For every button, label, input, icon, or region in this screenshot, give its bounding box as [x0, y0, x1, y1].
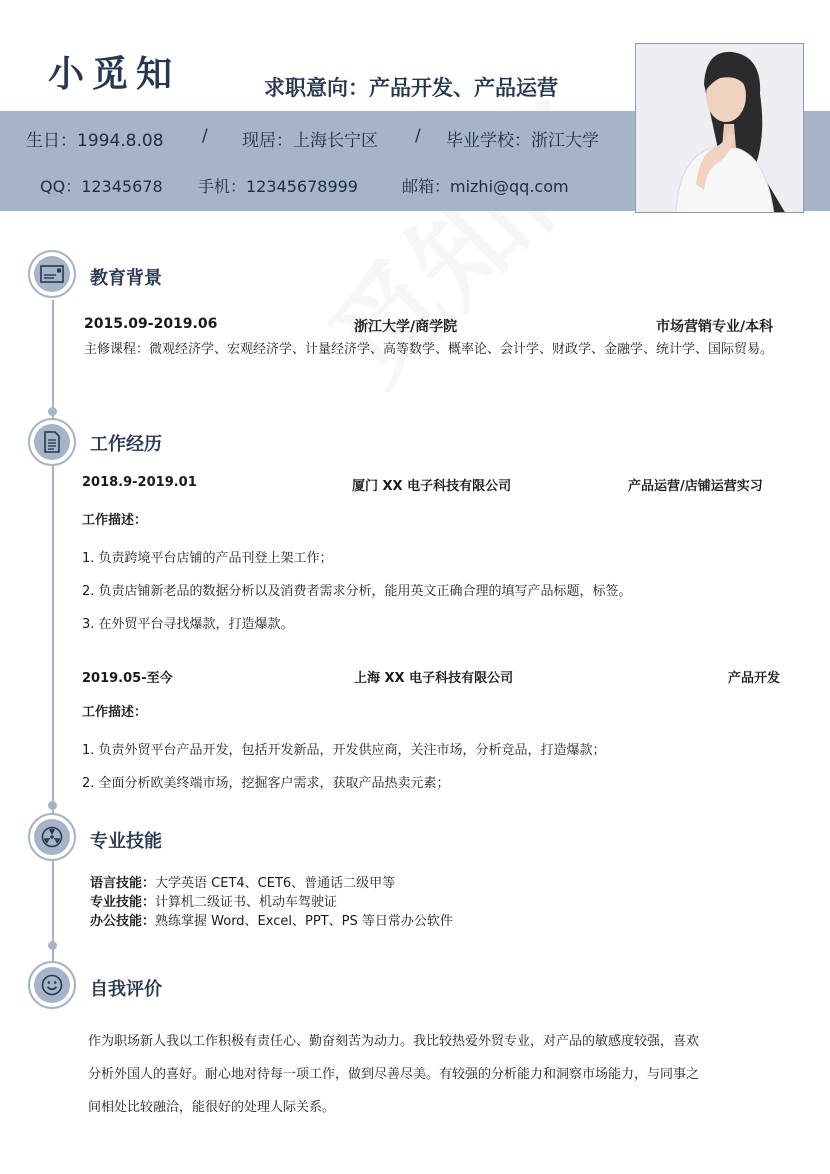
- skill-label: 专业技能：: [90, 895, 156, 910]
- timeline-dot: [48, 941, 57, 950]
- skill-item: [90, 891, 337, 910]
- skills-section-icon: [28, 813, 76, 861]
- envelope-icon: [40, 265, 64, 283]
- profile-photo: [635, 43, 804, 213]
- work-title: 工作经历: [90, 434, 162, 455]
- education-period: 2015.09-2019.06: [84, 316, 218, 332]
- work-section-icon: [28, 418, 76, 466]
- job-desc-item: 2. 负责店铺新老品的数据分析以及消费者需求分析，能用英文正确合理的填写产品标题，标签。: [82, 584, 632, 599]
- job-intent: 求职意向：产品开发、产品运营: [264, 76, 558, 100]
- job-desc-item: 1. 负责外贸平台产品开发，包括开发新品，开发供应商，关注市场，分析竞品，打造爆款；: [82, 743, 606, 758]
- job-company: 厦门 XX 电子科技有限公司: [352, 479, 512, 494]
- self-line: 间相处比较融洽，能很好的处理人际关系。: [88, 1100, 336, 1115]
- skill-label: 办公技能：: [90, 914, 156, 929]
- job-desc-label: 工作描述：: [82, 513, 148, 528]
- skill-value: 计算机二级证书、机动车驾驶证: [155, 895, 338, 910]
- job-desc-item: 3. 在外贸平台寻找爆款，打造爆款。: [82, 617, 294, 632]
- birthday: 生日：1994.8.08: [26, 131, 164, 151]
- skills-title: 专业技能: [90, 831, 162, 852]
- skill-label: 语言技能：: [90, 876, 156, 891]
- separator: /: [415, 126, 421, 146]
- education-courses: 主修课程：微观经济学、宏观经济学、计量经济学、高等数学、概率论、会计学、财政学、金融学、统计学、国际贸易。: [84, 342, 774, 357]
- residence: 现居：上海长宁区: [242, 131, 378, 151]
- document-icon: [43, 431, 61, 453]
- job-desc-item: 2. 全面分析欧美终端市场，挖掘客户需求，获取产品热卖元素；: [82, 776, 450, 791]
- skill-value: 大学英语 CET4、CET6、普通话二级甲等: [155, 876, 396, 891]
- email: 邮箱：mizhi@qq.com: [402, 177, 569, 196]
- education-school: 浙江大学/商学院: [354, 319, 458, 335]
- qq: QQ：12345678: [40, 177, 163, 196]
- skill-item: [90, 872, 395, 891]
- job-period: 2018.9-2019.01: [82, 475, 197, 490]
- smiley-icon: [41, 974, 63, 996]
- job-desc-item: 1. 负责跨境平台店铺的产品刊登上架工作；: [82, 551, 333, 566]
- timeline-line: [52, 300, 54, 990]
- separator: /: [202, 126, 208, 146]
- skill-item: [90, 910, 453, 929]
- skill-value: 熟练掌握 Word、Excel、PPT、PS 等日常办公软件: [155, 914, 453, 929]
- timeline-dot: [48, 801, 57, 810]
- school: 毕业学校：浙江大学: [446, 131, 599, 151]
- self-line: 分析外国人的喜好。耐心地对待每一项工作，做到尽善尽美。有较强的分析能力和洞察市场能力，与同事之: [88, 1067, 700, 1082]
- timeline-dot: [48, 407, 57, 416]
- education-major: 市场营销专业/本科: [656, 319, 774, 335]
- job-desc-label: 工作描述：: [82, 705, 148, 720]
- self-section-icon: [28, 961, 76, 1009]
- job-role: 产品开发: [728, 671, 781, 686]
- radiation-icon: [41, 826, 63, 848]
- job-company: 上海 XX 电子科技有限公司: [354, 671, 514, 686]
- education-section-icon: [28, 250, 76, 298]
- self-title: 自我评价: [90, 979, 162, 1000]
- self-line: 作为职场新人我以工作积极有责任心、勤奋刻苦为动力。我比较热爱外贸专业，对产品的敏感度较强，喜欢: [88, 1034, 700, 1049]
- job-role: 产品运营/店铺运营实习: [628, 479, 763, 494]
- person-portrait-icon: [636, 44, 804, 213]
- phone: 手机：12345678999: [198, 177, 358, 196]
- candidate-name: 小觅知: [48, 54, 181, 95]
- education-title: 教育背景: [90, 268, 162, 289]
- job-period: 2019.05-至今: [82, 671, 173, 686]
